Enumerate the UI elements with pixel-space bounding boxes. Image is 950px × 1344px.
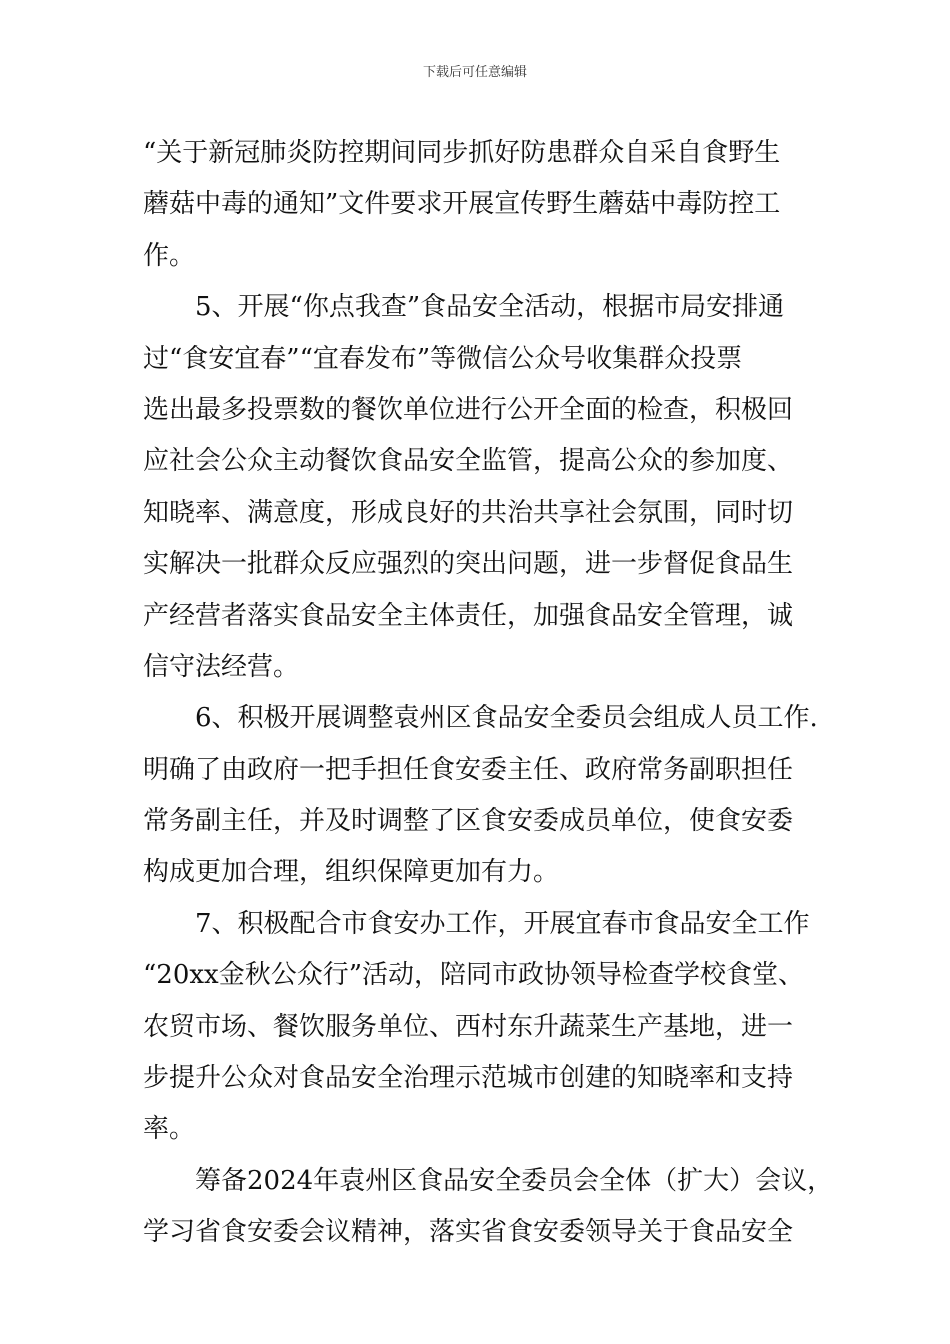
- text-line: 蘑菇中毒的通知”文件要求开展宣传野生蘑菇中毒防控工: [143, 189, 781, 220]
- text-line: 产经营者落实食品安全主体责任，加强食品安全管理，诚: [143, 600, 794, 631]
- text-line: 构成更加合理，组织保障更加有力。: [143, 857, 560, 888]
- text-line: “关于新冠肺炎防控期间同步抓好防患群众自采自食野生: [143, 138, 781, 168]
- text-line: 常务副主任，并及时调整了区食安委成员单位，使食安委: [143, 806, 794, 837]
- text-line: 明确了由政府一把手担任食安委主任、政府常务副职担任: [143, 754, 794, 785]
- text-line: 农贸市场、餐饮服务单位、西村东升蔬菜生产基地，进一: [143, 1011, 794, 1042]
- text-line: 应社会公众主动餐饮食品安全监管，提高公众的参加度、: [143, 446, 794, 477]
- page-header: 下载后可任意编辑: [422, 65, 527, 80]
- text-line: 选出最多投票数的餐饮单位进行公开全面的检查，积极回: [143, 394, 794, 425]
- paragraph-5-start: 5、开展“你点我查”食品安全活动，根据市局安排通: [195, 292, 785, 323]
- text-line: 步提升公众对食品安全治理示范城市创建的知晓率和支持: [143, 1063, 794, 1094]
- document-body: [143, 128, 843, 1259]
- text-line: 过“食安宜春”“宜春发布”等微信公众号收集群众投票: [143, 343, 743, 374]
- paragraph-6-start: 6、积极开展调整袁州区食品安全委员会组成人员工作.: [195, 703, 818, 734]
- text-line: 信守法经营。: [143, 651, 300, 682]
- paragraph-8-start: 筹备2024年袁州区食品安全委员会全体（扩大）会议，: [195, 1165, 834, 1196]
- text-line: 实解决一批群众反应强烈的突出问题，进一步督促食品生: [143, 549, 794, 580]
- text-line: “20xx金秋公众行”活动，陪同市政协领导检查学校食堂、: [143, 960, 804, 991]
- text-line: 知晓率、满意度，形成良好的共治共享社会氛围，同时切: [143, 497, 794, 528]
- paragraph-7-start: 7、积极配合市食安办工作，开展宜春市食品安全工作: [195, 908, 810, 939]
- text-line: 学习省食安委会议精神，落实省食安委领导关于食品安全: [143, 1217, 794, 1248]
- text-line: 作。: [143, 240, 196, 271]
- text-line: 率。: [143, 1114, 196, 1145]
